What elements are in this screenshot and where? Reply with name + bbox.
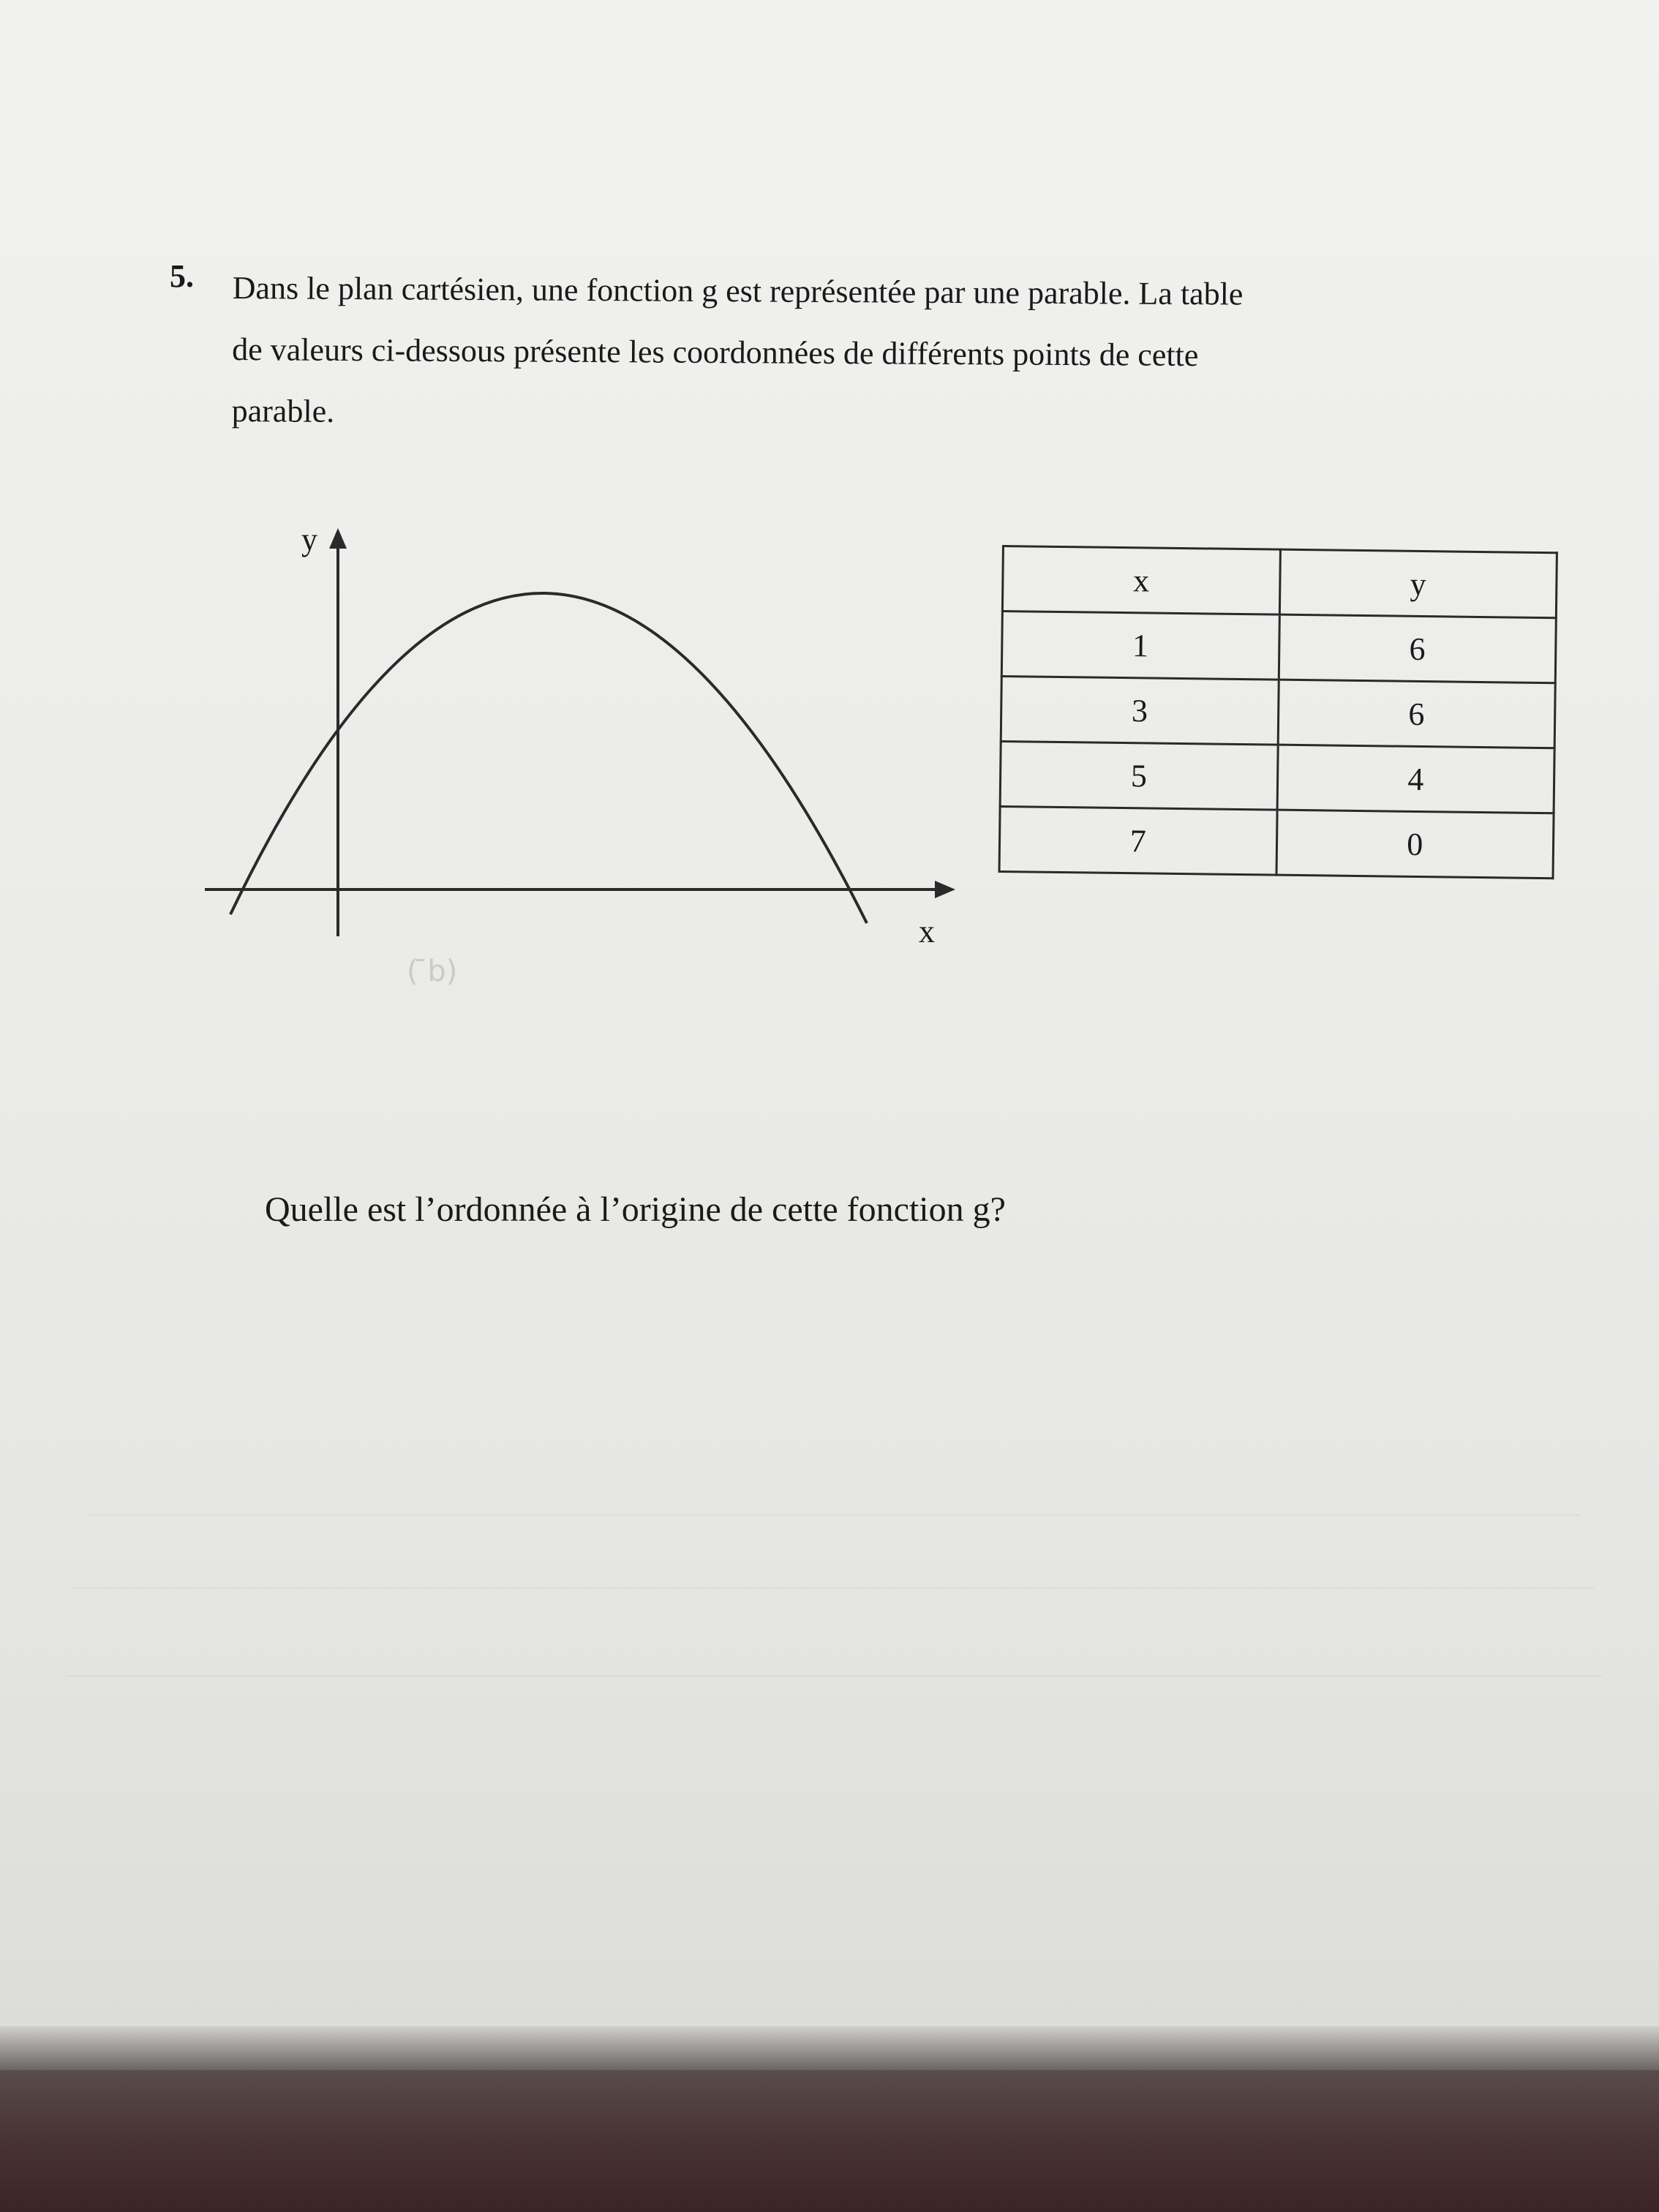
- pencil-note: ( ̄b): [407, 955, 458, 988]
- header-y: y: [1279, 549, 1557, 618]
- cell-x: 5: [1000, 741, 1278, 810]
- faint-line: [88, 1514, 1580, 1516]
- table-row: [1000, 741, 1554, 813]
- table-header-row: [1002, 546, 1557, 618]
- x-axis-arrow: [935, 881, 955, 898]
- cell-x: 7: [999, 806, 1277, 875]
- background-surface: [0, 2070, 1659, 2212]
- cell-y: 6: [1279, 614, 1557, 683]
- graph-svg: [198, 512, 966, 988]
- cell-x: 3: [1001, 677, 1279, 745]
- question-statement: [231, 257, 1505, 450]
- paper-edge: [0, 2026, 1659, 2070]
- question-line-1: Dans le plan cartésien, une fonction g est représentée par une parable. La table: [232, 269, 1244, 312]
- faint-line: [66, 1675, 1602, 1677]
- y-axis-label: y: [301, 522, 317, 557]
- cell-y: 4: [1277, 745, 1555, 813]
- question-number: 5.: [170, 258, 194, 294]
- table-row: [999, 806, 1554, 878]
- question-prompt: Quelle est l’ordonnée à l’origine de cette fonction g?: [265, 1190, 1006, 1229]
- x-axis-label: x: [919, 914, 935, 949]
- faint-line: [73, 1587, 1595, 1589]
- table-row: [1001, 612, 1556, 683]
- header-x: x: [1002, 546, 1280, 615]
- question-line-3: parable.: [231, 392, 335, 429]
- table-row: [1001, 677, 1555, 748]
- y-axis-arrow: [329, 528, 347, 549]
- parabola-graph: [198, 512, 966, 988]
- value-table: [998, 545, 1558, 879]
- cell-y: 6: [1278, 680, 1556, 748]
- parabola-curve: [230, 593, 867, 923]
- question-line-2: de valeurs ci-dessous présente les coordonnées de différents points de cette: [232, 331, 1199, 374]
- cell-x: 1: [1001, 612, 1279, 680]
- cell-y: 0: [1276, 810, 1554, 879]
